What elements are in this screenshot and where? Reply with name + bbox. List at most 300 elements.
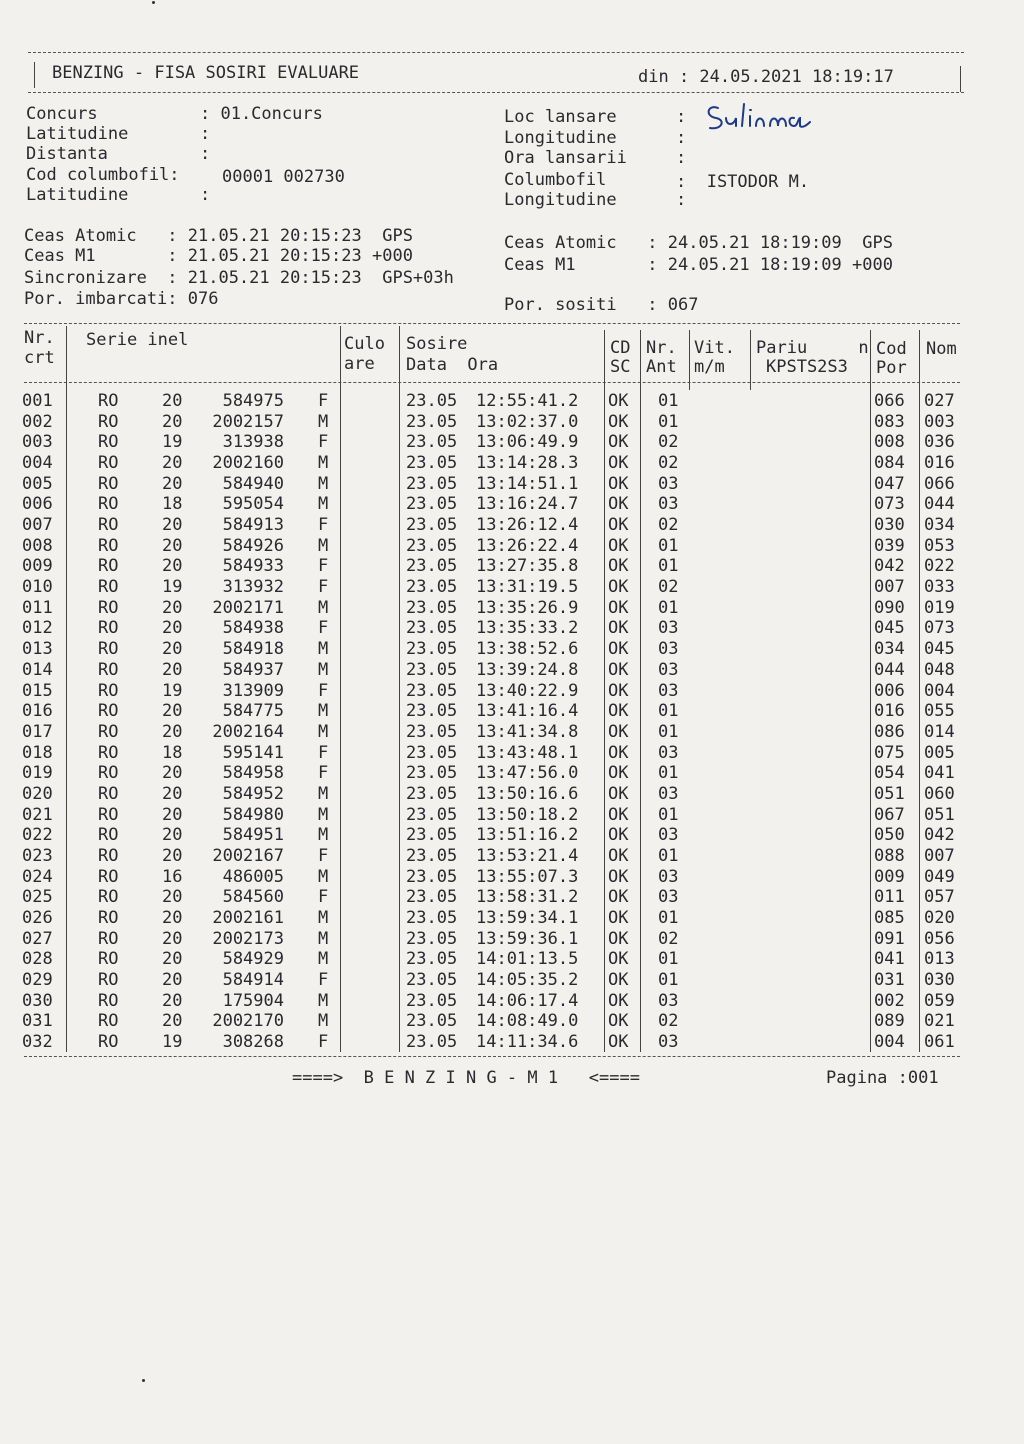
cell-country: RO xyxy=(98,577,119,598)
printed-date: din : 24.05.2021 18:19:17 xyxy=(638,67,894,87)
cell-year: 20 xyxy=(162,845,183,866)
col-sosire-line1: Sosire xyxy=(406,334,468,354)
col-pariu-line1: Pariu n xyxy=(756,338,869,358)
cell-ring: 584951 xyxy=(222,825,284,846)
cell-cd: OK xyxy=(608,639,629,660)
cell-cod: 011 xyxy=(874,887,905,908)
cell-cod: 088 xyxy=(874,845,905,866)
cell-ant: 01 xyxy=(658,556,679,577)
cell-ant: 03 xyxy=(658,494,679,515)
col-viteza-line1: Vit. xyxy=(694,338,735,358)
cell-nr: 022 xyxy=(22,825,53,846)
cell-country: RO xyxy=(98,783,119,804)
rule-after-pariu xyxy=(870,330,871,1052)
cell-nr: 030 xyxy=(22,990,53,1011)
cell-ant: 02 xyxy=(658,1011,679,1032)
col-nr-line2: crt xyxy=(24,348,55,368)
cell-ant: 01 xyxy=(658,949,679,970)
cell-nr: 002 xyxy=(22,411,53,432)
cell-ant: 01 xyxy=(658,970,679,991)
cell-year: 20 xyxy=(162,391,183,411)
cell-time: 12:55:41.2 xyxy=(476,391,579,411)
cell-cd: OK xyxy=(608,763,629,784)
cell-sex: M xyxy=(318,535,329,556)
cell-sex: M xyxy=(318,783,329,804)
cell-nom: 007 xyxy=(924,845,955,866)
cell-sex: M xyxy=(318,701,329,722)
cell-ring: 2002170 xyxy=(212,1011,284,1032)
cell-year: 20 xyxy=(162,908,183,928)
cell-cd: OK xyxy=(608,1032,629,1053)
cell-cod: 016 xyxy=(874,701,905,722)
loc-lansare-label: Loc lansare xyxy=(504,107,617,127)
cell-cod: 073 xyxy=(874,494,905,515)
cell-ant: 01 xyxy=(658,411,679,432)
cell-nr: 029 xyxy=(22,970,53,991)
cell-nr: 025 xyxy=(22,887,53,908)
col-cdsc-line1: CD xyxy=(610,338,631,358)
cell-cd: OK xyxy=(608,887,629,908)
cell-cd: OK xyxy=(608,1011,629,1032)
cell-country: RO xyxy=(98,453,119,474)
ceas-m1-start: Ceas M1 : 21.05.21 20:15:23 +000 xyxy=(24,246,413,266)
cell-cd: OK xyxy=(608,721,629,742)
cell-year: 20 xyxy=(162,721,183,742)
cell-date: 23.05 xyxy=(406,866,458,887)
rule-after-nrant xyxy=(689,330,690,390)
cell-sex: F xyxy=(318,887,329,908)
document-title: BENZING - FISA SOSIRI EVALUARE xyxy=(52,63,360,83)
cell-cd: OK xyxy=(608,866,629,887)
cell-year: 20 xyxy=(162,556,183,577)
cell-time: 13:50:18.2 xyxy=(476,804,579,825)
cell-nom: 048 xyxy=(924,659,955,680)
cell-year: 20 xyxy=(162,949,183,970)
cell-country: RO xyxy=(98,887,119,908)
cell-nr: 023 xyxy=(22,845,53,866)
cell-nr: 018 xyxy=(22,742,53,763)
cell-country: RO xyxy=(98,432,119,453)
cell-time: 13:39:24.8 xyxy=(476,659,579,680)
cell-date: 23.05 xyxy=(406,1032,458,1053)
cell-ring: 2002160 xyxy=(212,453,284,474)
cell-country: RO xyxy=(98,804,119,825)
latitudine-value: : xyxy=(200,124,211,144)
cell-cod: 085 xyxy=(874,908,905,928)
cell-cd: OK xyxy=(608,556,629,577)
cell-year: 20 xyxy=(162,535,183,556)
cell-cd: OK xyxy=(608,391,629,411)
cell-sex: F xyxy=(318,763,329,784)
cell-ant: 03 xyxy=(658,990,679,1011)
cell-nr: 017 xyxy=(22,721,53,742)
cell-cod: 006 xyxy=(874,680,905,701)
cell-date: 23.05 xyxy=(406,515,458,536)
title-bottom-border xyxy=(28,92,964,93)
cell-nom: 056 xyxy=(924,928,955,949)
cell-date: 23.05 xyxy=(406,411,458,432)
concurs-value: : 01.Concurs xyxy=(200,104,323,124)
cell-sex: F xyxy=(318,556,329,577)
cell-sex: F xyxy=(318,742,329,763)
cell-time: 13:14:51.1 xyxy=(476,473,579,494)
cell-date: 23.05 xyxy=(406,783,458,804)
longitudine2-value: : xyxy=(676,190,687,210)
cell-ring: 2002167 xyxy=(212,845,284,866)
col-nr-line1: Nr. xyxy=(24,328,55,348)
cell-nr: 024 xyxy=(22,866,53,887)
cell-ring: 584933 xyxy=(222,556,284,577)
cell-sex: M xyxy=(318,597,329,618)
cell-ant: 01 xyxy=(658,391,679,411)
cell-year: 20 xyxy=(162,639,183,660)
cell-ant: 01 xyxy=(658,701,679,722)
cell-cod: 054 xyxy=(874,763,905,784)
cell-time: 13:26:12.4 xyxy=(476,515,579,536)
cell-sex: F xyxy=(318,577,329,598)
cell-year: 20 xyxy=(162,411,183,432)
cell-ant: 03 xyxy=(658,680,679,701)
cell-date: 23.05 xyxy=(406,639,458,660)
cell-cod: 008 xyxy=(874,432,905,453)
cell-ant: 01 xyxy=(658,804,679,825)
cell-cd: OK xyxy=(608,432,629,453)
title-right-border xyxy=(960,66,961,92)
cell-nom: 045 xyxy=(924,639,955,660)
cell-time: 13:43:48.1 xyxy=(476,742,579,763)
cell-time: 13:55:07.3 xyxy=(476,866,579,887)
cell-date: 23.05 xyxy=(406,556,458,577)
cell-year: 18 xyxy=(162,494,183,515)
cell-time: 14:11:34.6 xyxy=(476,1032,579,1053)
cell-year: 20 xyxy=(162,453,183,474)
rule-after-culoare xyxy=(399,326,400,1052)
cell-nr: 026 xyxy=(22,908,53,928)
cell-nom: 044 xyxy=(924,494,955,515)
loc-lansare-value: : xyxy=(676,107,687,127)
cell-year: 19 xyxy=(162,577,183,598)
cell-cd: OK xyxy=(608,494,629,515)
cell-ant: 03 xyxy=(658,783,679,804)
cod-columbofil-label: Cod columbofil: xyxy=(26,165,180,185)
cell-sex: F xyxy=(318,680,329,701)
cell-ring: 2002157 xyxy=(212,411,284,432)
cell-ring: 584926 xyxy=(222,535,284,556)
cell-ring: 584560 xyxy=(222,887,284,908)
cell-nom: 042 xyxy=(924,825,955,846)
cell-nom: 049 xyxy=(924,866,955,887)
cell-year: 20 xyxy=(162,928,183,949)
ora-lansarii-label: Ora lansarii xyxy=(504,148,627,168)
cell-cod: 089 xyxy=(874,1011,905,1032)
porumbei-imbarcati: Por. imbarcati: 076 xyxy=(24,289,219,309)
cell-date: 23.05 xyxy=(406,597,458,618)
cell-cod: 050 xyxy=(874,825,905,846)
cell-ring: 486005 xyxy=(222,866,284,887)
cell-time: 14:06:17.4 xyxy=(476,990,579,1011)
cell-cd: OK xyxy=(608,804,629,825)
cell-nom: 022 xyxy=(924,556,955,577)
cell-nom: 055 xyxy=(924,701,955,722)
cell-cod: 051 xyxy=(874,783,905,804)
cell-cod: 030 xyxy=(874,515,905,536)
cell-country: RO xyxy=(98,742,119,763)
rule-after-viteza xyxy=(750,330,751,390)
cell-country: RO xyxy=(98,990,119,1011)
cell-time: 13:40:22.9 xyxy=(476,680,579,701)
cell-country: RO xyxy=(98,391,119,411)
cell-cd: OK xyxy=(608,783,629,804)
cell-nr: 010 xyxy=(22,577,53,598)
cell-date: 23.05 xyxy=(406,577,458,598)
cell-year: 19 xyxy=(162,680,183,701)
cell-nom: 060 xyxy=(924,783,955,804)
cell-sex: M xyxy=(318,928,329,949)
cell-cod: 044 xyxy=(874,659,905,680)
cell-date: 23.05 xyxy=(406,473,458,494)
sincronizare: Sincronizare : 21.05.21 20:15:23 GPS+03h xyxy=(24,268,454,288)
cell-nom: 004 xyxy=(924,680,955,701)
cell-date: 23.05 xyxy=(406,535,458,556)
cell-ring: 2002173 xyxy=(212,928,284,949)
cell-nom: 057 xyxy=(924,887,955,908)
cell-sex: M xyxy=(318,1011,329,1032)
distanta-value: : xyxy=(200,144,211,164)
cell-country: RO xyxy=(98,1011,119,1032)
cell-country: RO xyxy=(98,680,119,701)
cell-ring: 313932 xyxy=(222,577,284,598)
col-codpor-line1: Cod xyxy=(876,339,907,359)
cell-year: 20 xyxy=(162,887,183,908)
cell-ring: 313938 xyxy=(222,432,284,453)
cell-year: 19 xyxy=(162,1032,183,1053)
cell-time: 13:06:49.9 xyxy=(476,432,579,453)
cell-date: 23.05 xyxy=(406,742,458,763)
cell-nom: 021 xyxy=(924,1011,955,1032)
cell-cod: 090 xyxy=(874,597,905,618)
cell-sex: M xyxy=(318,866,329,887)
cell-date: 23.05 xyxy=(406,763,458,784)
cell-ant: 03 xyxy=(658,473,679,494)
porumbei-sositi: Por. sositi : 067 xyxy=(504,295,699,315)
cell-date: 23.05 xyxy=(406,494,458,515)
concurs-label: Concurs xyxy=(26,104,98,124)
cell-date: 23.05 xyxy=(406,845,458,866)
rule-after-cdsc xyxy=(640,330,641,1052)
cell-country: RO xyxy=(98,556,119,577)
col-culoare-line2: are xyxy=(344,354,375,374)
cell-ant: 02 xyxy=(658,432,679,453)
cell-cd: OK xyxy=(608,577,629,598)
cell-ring: 584914 xyxy=(222,970,284,991)
cell-ring: 595141 xyxy=(222,742,284,763)
cell-ant: 01 xyxy=(658,763,679,784)
longitudine-value: : xyxy=(676,128,687,148)
cell-ant: 02 xyxy=(658,515,679,536)
cell-nr: 021 xyxy=(22,804,53,825)
latitudine2-label: Latitudine xyxy=(26,185,129,205)
cell-cd: OK xyxy=(608,742,629,763)
cell-year: 20 xyxy=(162,825,183,846)
cell-year: 18 xyxy=(162,742,183,763)
cell-country: RO xyxy=(98,866,119,887)
cell-date: 23.05 xyxy=(406,949,458,970)
cell-ant: 03 xyxy=(658,659,679,680)
longitudine-label: Longitudine xyxy=(504,128,617,148)
cell-country: RO xyxy=(98,494,119,515)
cell-nr: 012 xyxy=(22,618,53,639)
cell-date: 23.05 xyxy=(406,721,458,742)
cell-time: 13:35:26.9 xyxy=(476,597,579,618)
cell-ant: 03 xyxy=(658,618,679,639)
cell-nom: 019 xyxy=(924,597,955,618)
cell-country: RO xyxy=(98,949,119,970)
cell-nr: 013 xyxy=(22,639,53,660)
cell-year: 20 xyxy=(162,597,183,618)
cell-nom: 030 xyxy=(924,970,955,991)
cell-year: 20 xyxy=(162,804,183,825)
cell-ant: 03 xyxy=(658,742,679,763)
cell-country: RO xyxy=(98,411,119,432)
cell-cod: 002 xyxy=(874,990,905,1011)
cell-nom: 020 xyxy=(924,908,955,928)
cell-cd: OK xyxy=(608,659,629,680)
cell-cd: OK xyxy=(608,701,629,722)
cell-ring: 584952 xyxy=(222,783,284,804)
rule-after-nr xyxy=(66,326,67,1052)
rule-after-sosire xyxy=(604,330,605,1052)
cell-ant: 02 xyxy=(658,928,679,949)
title-left-border xyxy=(34,62,35,88)
cell-nom: 066 xyxy=(924,473,955,494)
cell-sex: F xyxy=(318,1032,329,1053)
col-pariu-line2: KPSTS2S3 xyxy=(766,357,848,377)
cell-cd: OK xyxy=(608,618,629,639)
cell-ant: 02 xyxy=(658,453,679,474)
cell-nr: 003 xyxy=(22,432,53,453)
paper-speck xyxy=(152,1,155,4)
cell-year: 20 xyxy=(162,783,183,804)
cell-country: RO xyxy=(98,721,119,742)
cell-ant: 01 xyxy=(658,908,679,928)
cell-cod: 009 xyxy=(874,866,905,887)
cell-sex: M xyxy=(318,990,329,1011)
cell-ring: 584980 xyxy=(222,804,284,825)
cell-ant: 03 xyxy=(658,866,679,887)
cell-year: 20 xyxy=(162,763,183,784)
cell-country: RO xyxy=(98,639,119,660)
col-codpor-line2: Por xyxy=(876,358,907,378)
cell-time: 13:50:16.6 xyxy=(476,783,579,804)
cell-sex: M xyxy=(318,804,329,825)
cell-sex: F xyxy=(318,845,329,866)
cell-ring: 584958 xyxy=(222,763,284,784)
col-serie-inel: Serie inel xyxy=(86,330,189,350)
cell-nr: 019 xyxy=(22,763,53,784)
cell-nom: 053 xyxy=(924,535,955,556)
footer-device: ====> B E N Z I N G - M 1 <==== xyxy=(292,1068,640,1088)
cell-time: 13:59:36.1 xyxy=(476,928,579,949)
cell-date: 23.05 xyxy=(406,887,458,908)
cell-ring: 584775 xyxy=(222,701,284,722)
latitudine-label: Latitudine xyxy=(26,124,129,144)
cell-ring: 2002161 xyxy=(212,908,284,928)
cell-year: 20 xyxy=(162,970,183,991)
table-bottom-border xyxy=(24,1056,960,1057)
col-nom: Nom xyxy=(926,339,957,359)
cell-nr: 001 xyxy=(22,391,53,411)
cell-cd: OK xyxy=(608,908,629,928)
cell-ring: 584940 xyxy=(222,473,284,494)
cell-date: 23.05 xyxy=(406,659,458,680)
cell-year: 20 xyxy=(162,701,183,722)
cell-date: 23.05 xyxy=(406,453,458,474)
cell-sex: M xyxy=(318,721,329,742)
cell-cod: 083 xyxy=(874,411,905,432)
rule-after-sex xyxy=(340,326,341,1052)
cell-cd: OK xyxy=(608,411,629,432)
cell-ring: 313909 xyxy=(222,680,284,701)
cell-nom: 014 xyxy=(924,721,955,742)
latitudine2-value: : xyxy=(200,185,211,205)
cell-time: 13:51:16.2 xyxy=(476,825,579,846)
cell-nr: 032 xyxy=(22,1032,53,1053)
cell-cod: 041 xyxy=(874,949,905,970)
cell-date: 23.05 xyxy=(406,1011,458,1032)
cell-ring: 584913 xyxy=(222,515,284,536)
cell-date: 23.05 xyxy=(406,618,458,639)
cell-cod: 066 xyxy=(874,391,905,411)
cell-year: 19 xyxy=(162,432,183,453)
cell-nom: 013 xyxy=(924,949,955,970)
cell-cd: OK xyxy=(608,845,629,866)
cell-date: 23.05 xyxy=(406,804,458,825)
cell-ring: 175904 xyxy=(222,990,284,1011)
cell-ring: 308268 xyxy=(222,1032,284,1053)
cell-ring: 584937 xyxy=(222,659,284,680)
cell-nr: 007 xyxy=(22,515,53,536)
cell-date: 23.05 xyxy=(406,908,458,928)
cell-country: RO xyxy=(98,515,119,536)
cell-nom: 059 xyxy=(924,990,955,1011)
cell-time: 13:16:24.7 xyxy=(476,494,579,515)
cell-cd: OK xyxy=(608,680,629,701)
table-header-bottom-border xyxy=(24,382,960,383)
columbofil-label: Columbofil xyxy=(504,170,607,190)
cell-cd: OK xyxy=(608,970,629,991)
cell-nom: 027 xyxy=(924,391,955,411)
col-nrant-line1: Nr. xyxy=(646,338,677,358)
cell-ring: 584918 xyxy=(222,639,284,660)
cell-date: 23.05 xyxy=(406,680,458,701)
page-number: Pagina :001 xyxy=(826,1068,939,1088)
ceas-atomic-start: Ceas Atomic : 21.05.21 20:15:23 GPS xyxy=(24,226,413,246)
cell-country: RO xyxy=(98,928,119,949)
cell-sex: F xyxy=(318,618,329,639)
cell-year: 20 xyxy=(162,515,183,536)
cell-date: 23.05 xyxy=(406,432,458,453)
cell-time: 13:27:35.8 xyxy=(476,556,579,577)
cell-nr: 031 xyxy=(22,1011,53,1032)
table-header-top-border xyxy=(24,323,960,324)
cell-time: 14:05:35.2 xyxy=(476,970,579,991)
cell-ant: 01 xyxy=(658,597,679,618)
cell-date: 23.05 xyxy=(406,825,458,846)
cell-nr: 027 xyxy=(22,928,53,949)
cell-time: 13:38:52.6 xyxy=(476,639,579,660)
cell-nom: 061 xyxy=(924,1032,955,1053)
cell-cd: OK xyxy=(608,453,629,474)
